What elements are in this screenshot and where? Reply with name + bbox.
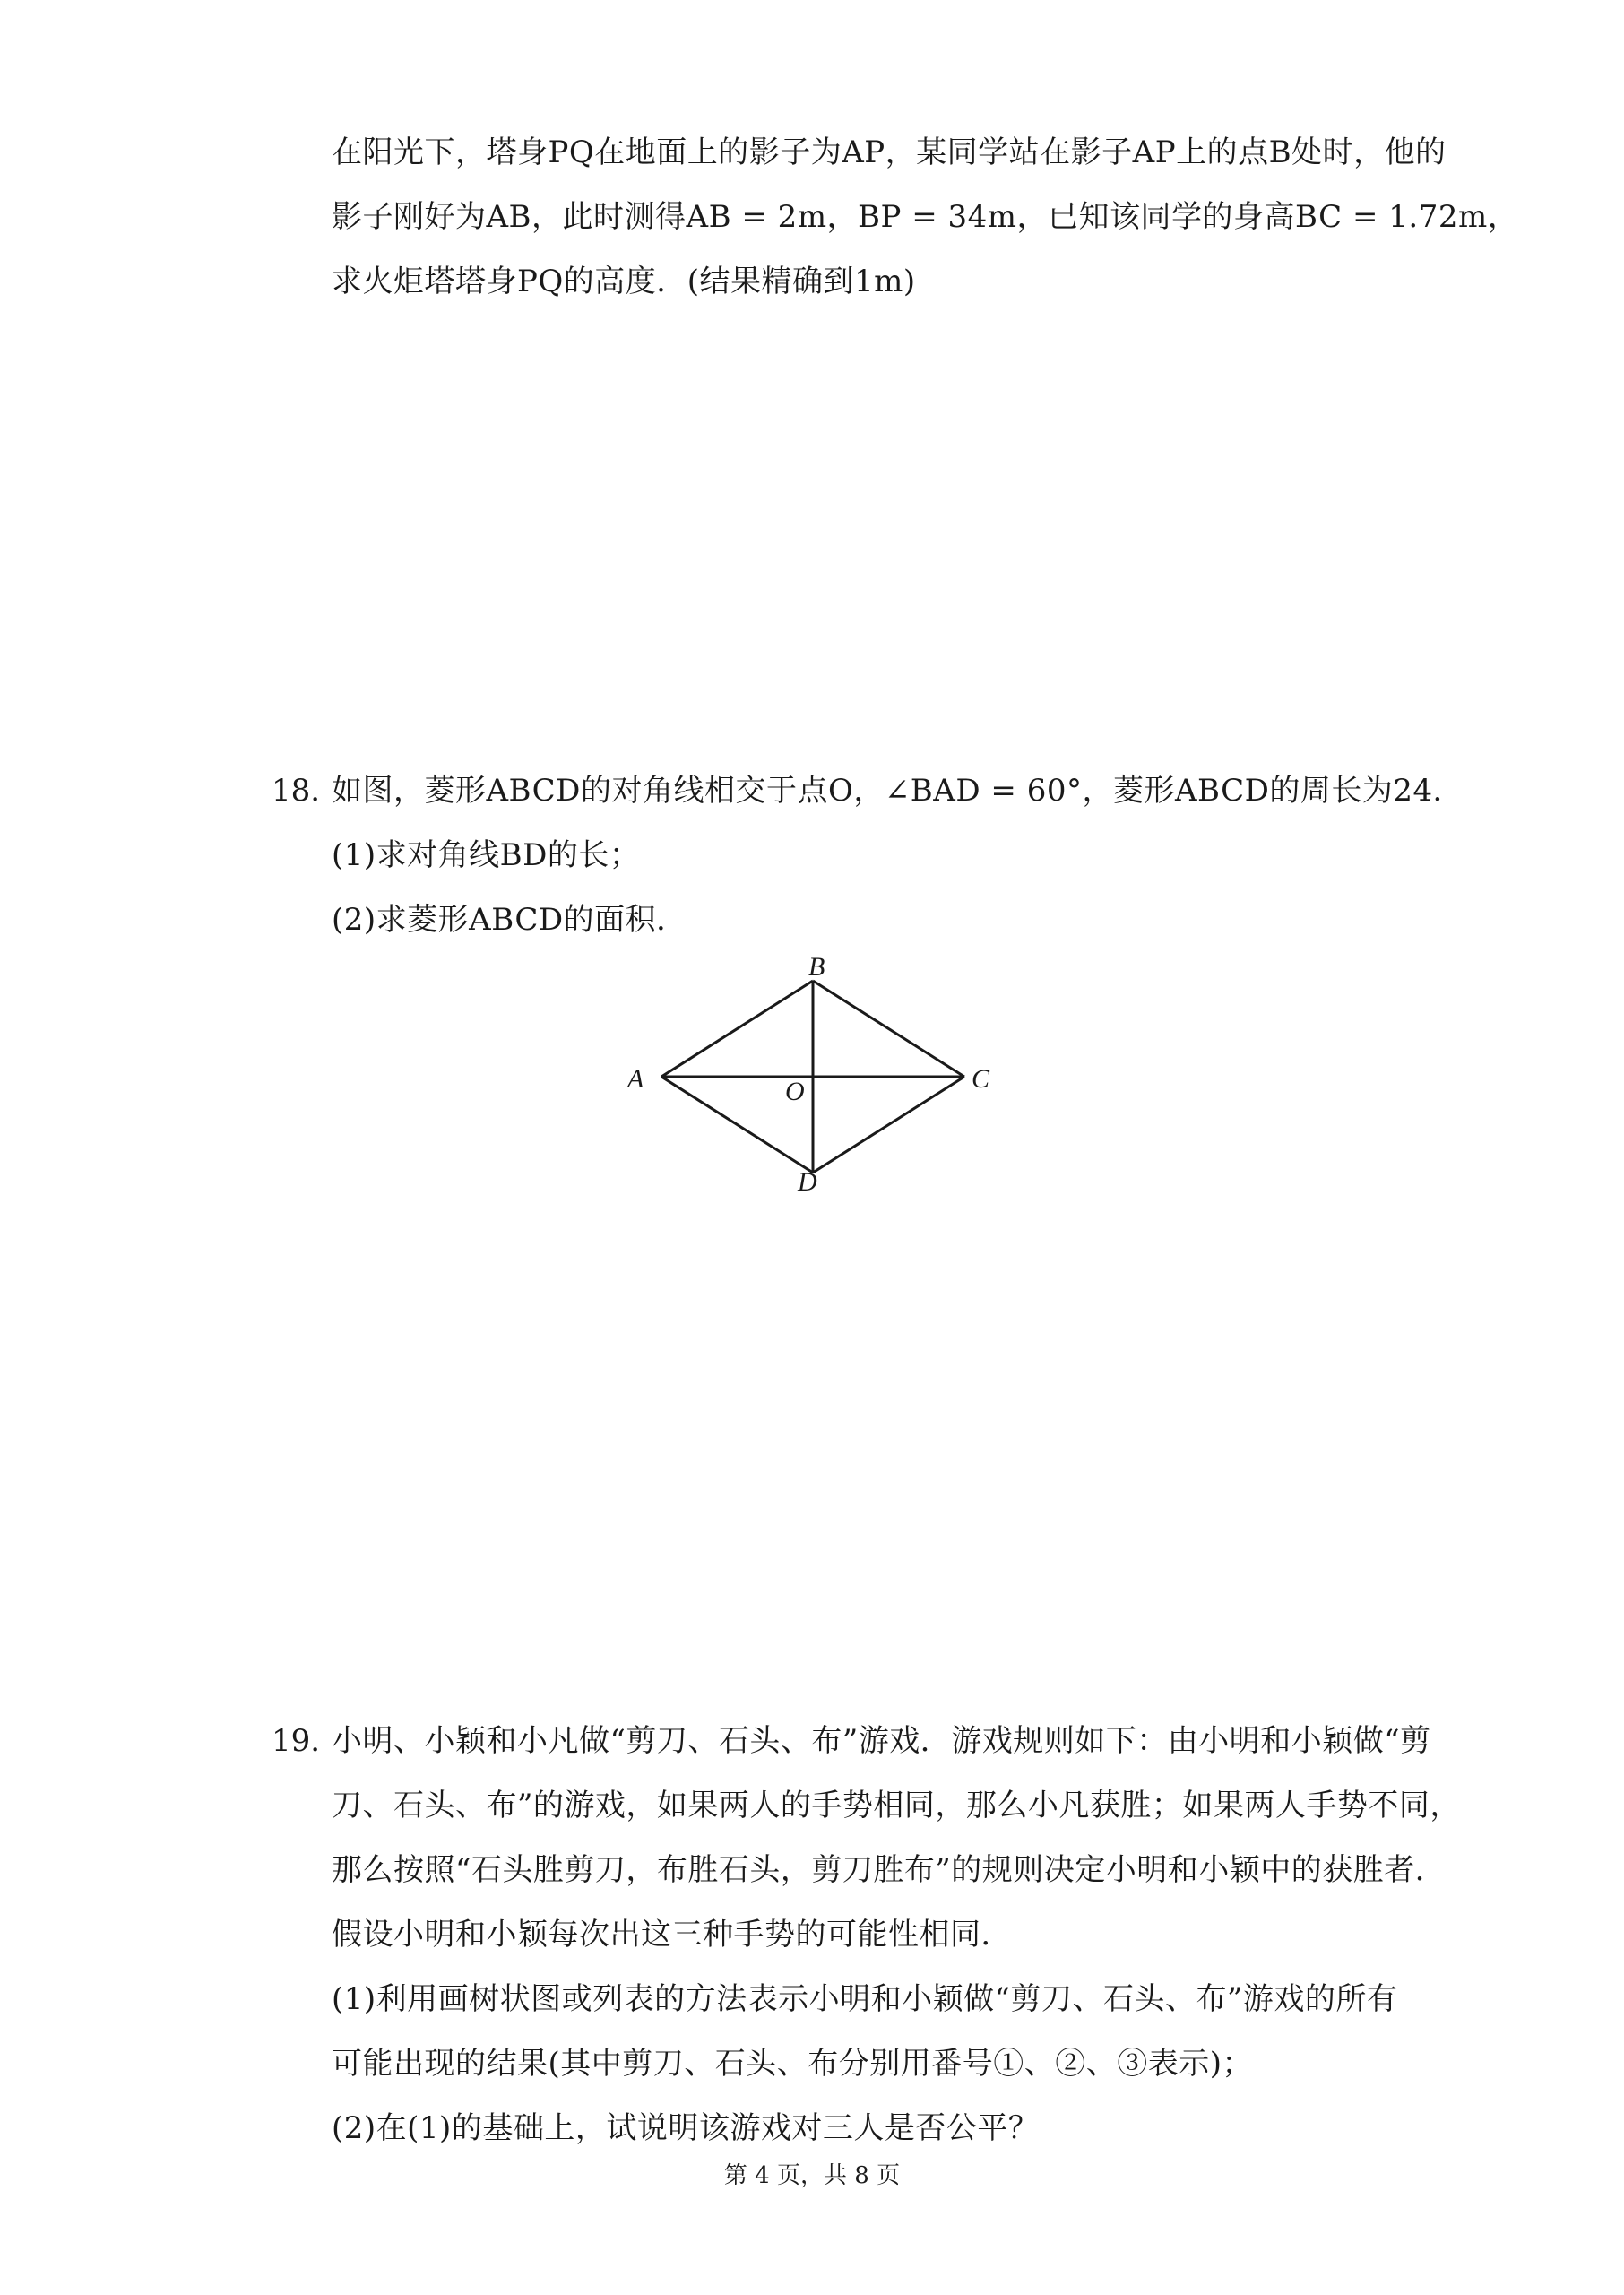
q19-part-1-line-1: (1)利用画树状图或列表的方法表示小明和小颖做“剪刀、石头、布”游戏的所有: [332, 1981, 1398, 2017]
q18-number: 18.: [272, 773, 321, 809]
q19-part-2: (2)在(1)的基础上，试说明该游戏对三人是否公平？: [332, 2110, 1040, 2146]
q17-line-1: 在阳光下，塔身PQ在地面上的影子为AP，某同学站在影子AP上的点B处时，他的: [332, 134, 1447, 170]
center-label-o: O: [785, 1077, 805, 1106]
q19-line-4: 假设小明和小颖每次出这三种手势的可能性相同．: [332, 1917, 1012, 1953]
vertex-label-a: A: [627, 1064, 644, 1094]
q18-part-2: (2)求菱形ABCD的面积．: [332, 902, 687, 938]
q19-part-1-line-2: 可能出现的结果(其中剪刀、石头、布分别用番号①、②、③表示)；: [332, 2046, 1254, 2082]
vertex-label-c: C: [972, 1064, 990, 1094]
edge-da: [661, 1077, 813, 1173]
edge-ab: [661, 981, 813, 1077]
rhombus-lines: [661, 981, 964, 1173]
q19-line-2: 刀、石头、布”的游戏，如果两人的手势相同，那么小凡获胜；如果两人手势不同，: [332, 1788, 1461, 1823]
vertex-label-b: B: [808, 952, 825, 982]
q19-line-1: 小明、小颖和小凡做“剪刀、石头、布”游戏．游戏规则如下：由小明和小颖做“剪: [332, 1723, 1431, 1759]
edge-cd: [813, 1077, 964, 1173]
vertex-label-d: D: [798, 1167, 817, 1197]
page-footer: 第 4 页，共 8 页: [723, 2162, 901, 2189]
q17-line-3: 求火炬塔塔身PQ的高度．(结果精确到1m): [332, 264, 916, 299]
q19-line-3: 那么按照“石头胜剪刀，布胜石头，剪刀胜布”的规则决定小明和小颖中的获胜者．: [332, 1852, 1447, 1888]
q17-line-2: 影子刚好为AB，此时测得AB = 2m，BP = 34m，已知该同学的身高BC = 1.72m，: [332, 199, 1519, 235]
q18-part-1: (1)求对角线BD的长；: [332, 837, 641, 873]
edge-bc: [813, 981, 964, 1077]
q18-stem: 如图，菱形ABCD的对角线相交于点O，∠BAD = 60°，菱形ABCD的周长为24．: [332, 773, 1464, 809]
q19-number: 19.: [272, 1723, 321, 1759]
